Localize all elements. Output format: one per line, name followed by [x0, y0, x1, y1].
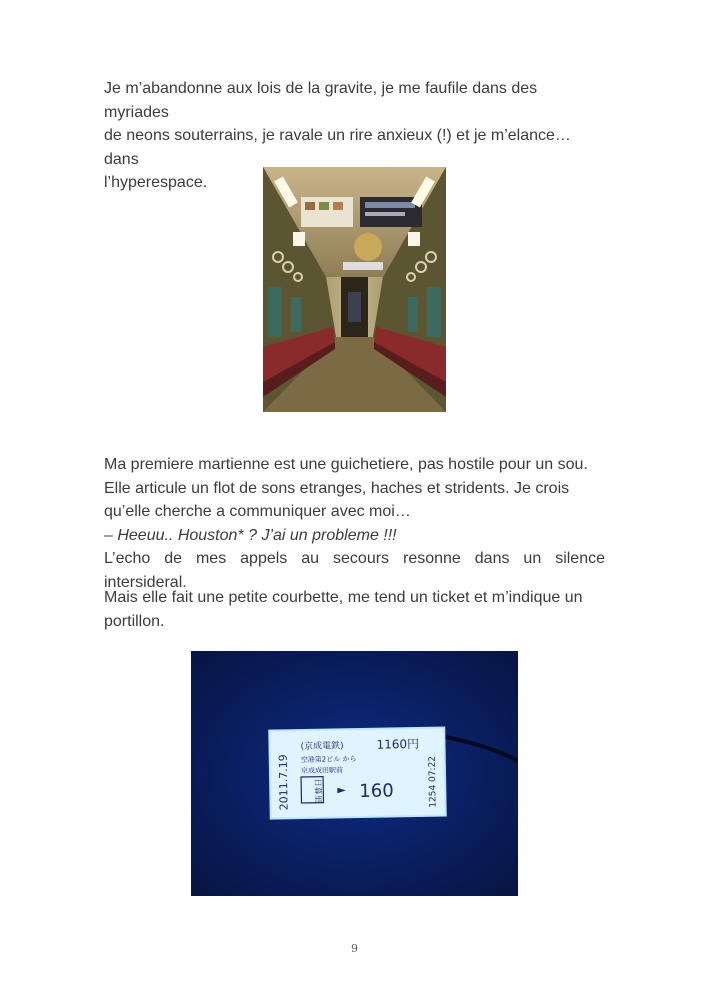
ticket-date: 2011.7.19 [276, 754, 291, 811]
text-line: Mais elle fait une petite courbette, me tend un ticket et m’indique un [104, 589, 583, 606]
paragraph-guichetiere [104, 453, 605, 594]
ticket-fare: 1160円 [376, 736, 420, 752]
paragraph-courbette [104, 586, 605, 633]
arrow-icon: ► [337, 783, 346, 797]
text-line: Elle articule un flot de sons etranges, haches et stridents. Je crois [104, 479, 570, 497]
text-line: de neons souterrains, je ravale un rire anxieux (!) et je m’elance… dans [104, 127, 571, 168]
ticket-station: 日暮里 [313, 778, 323, 803]
ticket-header: (京成電鉄) [300, 741, 344, 753]
ticket-from: 空港第2ビル から [300, 755, 357, 765]
photo-train-ticket [191, 651, 518, 896]
ticket-via: 京成成田駅前 [300, 766, 344, 776]
ticket-serial: 1254 07:22 [427, 755, 439, 808]
ticket-amount: 160 [359, 780, 394, 802]
text-line: l’hyperespace. [104, 174, 208, 191]
text-line: Ma premiere martienne est une guichetiere, pas hostile pour un sou. [104, 456, 588, 473]
photo-subway-car-interior [263, 167, 446, 412]
text-line: qu’elle cherche a communiquer avec moi… [104, 503, 411, 520]
text-line: Je m’abandonne aux lois de la gravite, je me faufile dans des myriades [104, 80, 538, 121]
page-number: 9 [351, 942, 358, 955]
dialogue-line: – Heeuu.. Houston* ? J’ai un probleme !!! [104, 526, 397, 544]
text-line: L’echo de mes appels au secours resonne dans un silence intersideral. [104, 550, 605, 591]
text-line: portillon. [104, 612, 165, 630]
